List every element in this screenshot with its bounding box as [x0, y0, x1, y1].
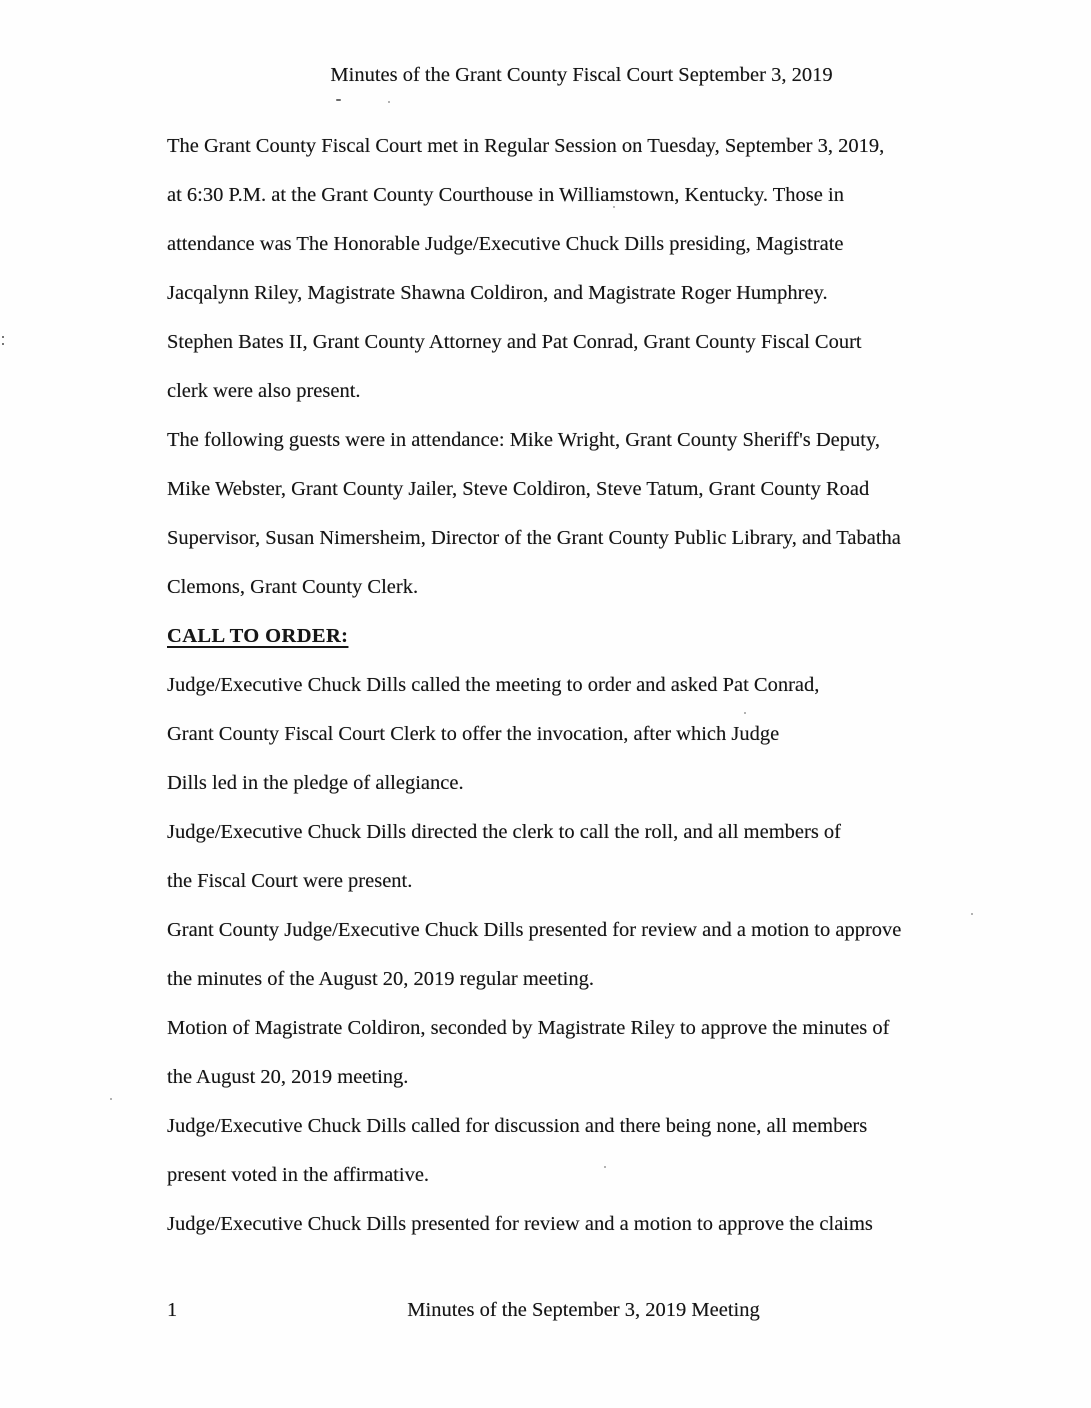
body-line: Mike Webster, Grant County Jailer, Steve Coldiron, Steve Tatum, Grant County Road — [167, 478, 870, 500]
document-body — [167, 122, 1091, 1249]
body-line: clerk were also present. — [167, 380, 361, 402]
body-line: Jacqalynn Riley, Magistrate Shawna Coldiron, and Magistrate Roger Humphrey. — [167, 282, 828, 304]
scan-artifact — [971, 913, 973, 915]
body-line: Motion of Magistrate Coldiron, seconded by Magistrate Riley to approve the minutes of — [167, 1017, 890, 1039]
body-line: Grant County Judge/Executive Chuck Dills presented for review and a motion to approve — [167, 919, 902, 941]
body-line: Judge/Executive Chuck Dills directed the clerk to call the roll, and all members of — [167, 821, 842, 843]
body-line: Judge/Executive Chuck Dills presented for review and a motion to approve the claims — [167, 1213, 873, 1235]
footer-title: Minutes of the September 3, 2019 Meeting — [407, 1299, 760, 1321]
body-line: Dills led in the pledge of allegiance. — [167, 772, 464, 794]
scan-artifact — [604, 1166, 606, 1168]
scan-artifact — [336, 99, 341, 101]
body-line: Stephen Bates II, Grant County Attorney and Pat Conrad, Grant County Fiscal Court — [167, 331, 862, 353]
scan-artifact — [613, 206, 615, 208]
body-line: the minutes of the August 20, 2019 regular meeting. — [167, 968, 595, 990]
body-line: the Fiscal Court were present. — [167, 870, 413, 892]
body-line: The Grant County Fiscal Court met in Regular Session on Tuesday, September 3, 2019, — [167, 135, 885, 157]
body-line: Grant County Fiscal Court Clerk to offer the invocation, after which Judge — [167, 723, 780, 745]
body-line: Clemons, Grant County Clerk. — [167, 576, 419, 598]
scan-artifact — [388, 101, 390, 103]
body-line: Judge/Executive Chuck Dills called the meeting to order and asked Pat Conrad, — [167, 674, 820, 696]
scan-artifact — [110, 1098, 112, 1100]
body-line: at 6:30 P.M. at the Grant County Courthouse in Williamstown, Kentucky. Those in — [167, 184, 844, 206]
body-line: present voted in the affirmative. — [167, 1164, 430, 1186]
body-line: The following guests were in attendance: Mike Wright, Grant County Sheriff's Deputy, — [167, 429, 881, 451]
scan-artifact — [2, 336, 4, 338]
body-line: Supervisor, Susan Nimersheim, Director of the Grant County Public Library, and Tabatha — [167, 527, 901, 549]
document-title: Minutes of the Grant County Fiscal Court September 3, 2019 — [330, 64, 833, 86]
scan-artifact — [744, 712, 746, 714]
page-number: 1 — [167, 1299, 178, 1321]
body-line: the August 20, 2019 meeting. — [167, 1066, 409, 1088]
section-heading: CALL TO ORDER: — [167, 625, 349, 647]
page-footer — [0, 1295, 1091, 1325]
body-line: Judge/Executive Chuck Dills called for discussion and there being none, all members — [167, 1115, 868, 1137]
body-line: attendance was The Honorable Judge/Executive Chuck Dills presiding, Magistrate — [167, 233, 844, 255]
